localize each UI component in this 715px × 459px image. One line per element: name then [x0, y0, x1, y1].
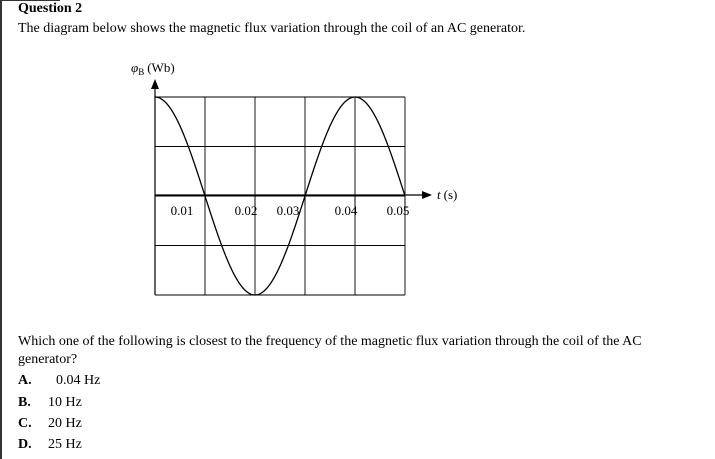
y-axis-arrowhead	[151, 79, 159, 89]
y-label-symbol: φ	[131, 60, 139, 75]
question-stem: Which one of the following is closest to the frequency of the magnetic flux variation through the coil of the AC generator?	[18, 334, 642, 367]
option-a-letter: A.	[18, 373, 32, 388]
option-d-letter: D.	[18, 437, 32, 452]
option-b-text: 10 Hz	[48, 395, 82, 410]
x-tick-label: 0.03	[276, 203, 300, 218]
option-c-text: 20 Hz	[48, 416, 82, 431]
question-intro: The diagram below shows the magnetic flux variation through the coil of an AC generator.	[18, 21, 526, 36]
x-tick-label: 0.04	[334, 203, 358, 218]
option-b-letter: B.	[18, 395, 31, 410]
y-label-unit: (Wb)	[147, 60, 175, 75]
option-d-text: 25 Hz	[48, 437, 82, 452]
x-label-symbol: t	[437, 187, 441, 202]
option-a-text: 0.04 Hz	[56, 373, 101, 388]
option-c[interactable]	[18, 416, 82, 432]
x-tick-label: 0.01	[170, 203, 194, 218]
question-title: Question 2	[18, 1, 83, 16]
x-label-unit: (s)	[443, 187, 458, 202]
option-c-letter: C.	[18, 416, 32, 431]
option-a[interactable]	[18, 373, 100, 389]
option-d[interactable]	[18, 437, 82, 453]
x-tick-labels	[171, 203, 410, 218]
option-b[interactable]	[18, 395, 82, 411]
y-axis-label	[131, 60, 175, 77]
x-tick-label: 0.02	[234, 203, 258, 218]
y-label-subscript: B	[138, 67, 145, 77]
x-axis-label	[437, 187, 457, 202]
x-tick-label: 0.05	[386, 203, 410, 218]
x-axis-arrowhead	[422, 191, 432, 199]
